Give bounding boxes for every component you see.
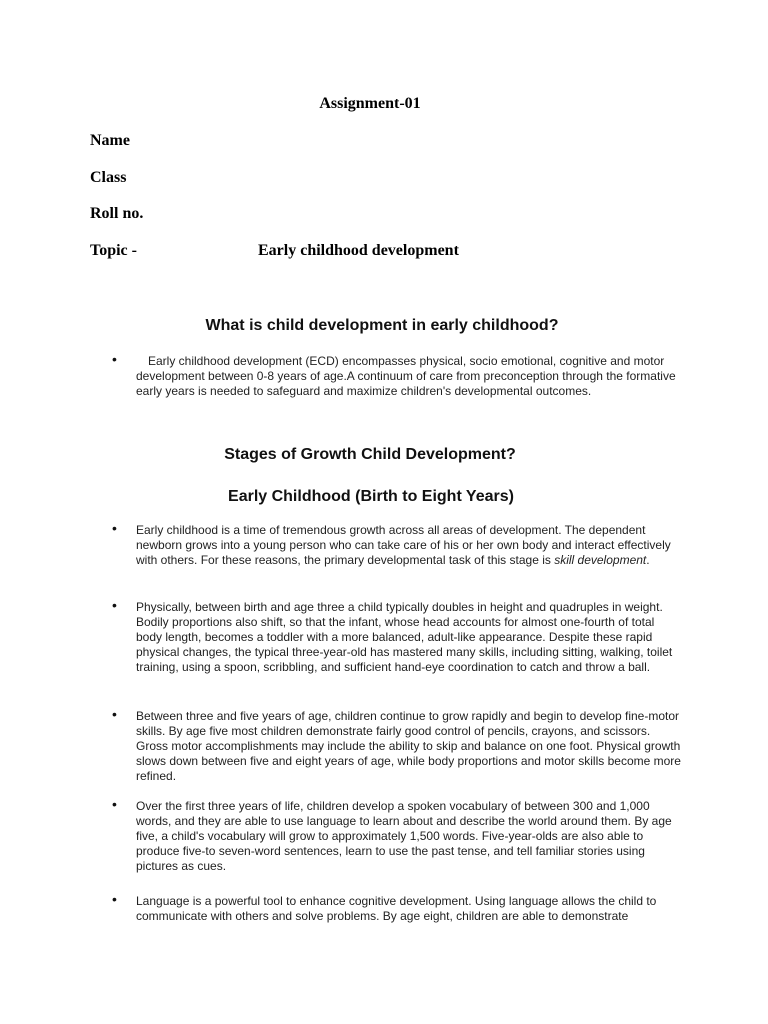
class-label: Class bbox=[90, 169, 127, 186]
list-item: Between three and five years of age, children continue to grow rapidly and begin to develop fine-motor skills. By age five most children demonstrate fairly good control of pencils, crayons, and scissors. Gross motor accomplishments may include the ability to skip and balance on one foot. Physical growth slows down between five and eight years of age, while body proportions and motor skills become more refined. bbox=[136, 709, 681, 783]
list-item: Physically, between birth and age three a child typically doubles in height and quadruples in weight. Bodily proportions also shift, so that the infant, whose head accounts for almost one-fourth of total body length, becomes a toddler with a more balanced, adult-like appearance. Despite these rapid physical changes, the typical three-year-old has mastered many skills, including sitting, walking, toilet training, using a spoon, scribbling, and sufficient hand-eye coordination to catch and throw a ball. bbox=[136, 600, 673, 674]
bullet-icon: • bbox=[112, 706, 117, 722]
section-heading-stages-of-growth: Stages of Growth Child Development? bbox=[224, 446, 516, 463]
bullet-icon: • bbox=[112, 796, 117, 812]
section-heading-what-is-child-development: What is child development in early childhood? bbox=[205, 317, 559, 334]
list-item: Language is a powerful tool to enhance cognitive development. Using language allows the child to communicate with others and solve problems. By age eight, children are able to demonstrate bbox=[136, 894, 657, 923]
list-item-tail: . bbox=[646, 553, 650, 567]
bullet-icon: • bbox=[112, 351, 117, 367]
topic-label: Topic - bbox=[90, 242, 137, 259]
list-item bbox=[136, 523, 681, 568]
bullet-icon: • bbox=[112, 597, 117, 613]
bullet-icon: • bbox=[112, 520, 117, 536]
subheading-early-childhood: Early Childhood (Birth to Eight Years) bbox=[228, 488, 514, 505]
assignment-title: Assignment-01 bbox=[319, 95, 421, 112]
emphasis-skill-development: skill development bbox=[554, 553, 647, 567]
topic-value: Early childhood development bbox=[258, 242, 459, 259]
list-item: Over the first three years of life, children develop a spoken vocabulary of between 300 and 1,000 words, and they are able to use language to learn about and describe the world around them. By age five, a child's vocabulary will grow to approximately 1,500 words. Five-year-olds are also able to produce five-to seven-word sentences, learn to use the past tense, and tell familiar stories using pictures as cues. bbox=[136, 799, 672, 873]
ecd-definition-paragraph: Early childhood development (ECD) encompasses physical, socio emotional, cognitive and motor development between 0-8 years of age.A continuum of care from preconception through the formative early years is needed to safeguard and maximize children's developmental outcomes. bbox=[136, 354, 676, 398]
roll-number-label: Roll no. bbox=[90, 205, 144, 222]
name-label: Name bbox=[90, 132, 130, 149]
bullet-icon: • bbox=[112, 891, 117, 907]
list-item-text: Early childhood is a time of tremendous growth across all areas of development. The dependent newborn grows into a young person who can take care of his or her own body and interact effectively with others. For these reasons, the primary developmental task of this stage is bbox=[136, 523, 671, 567]
